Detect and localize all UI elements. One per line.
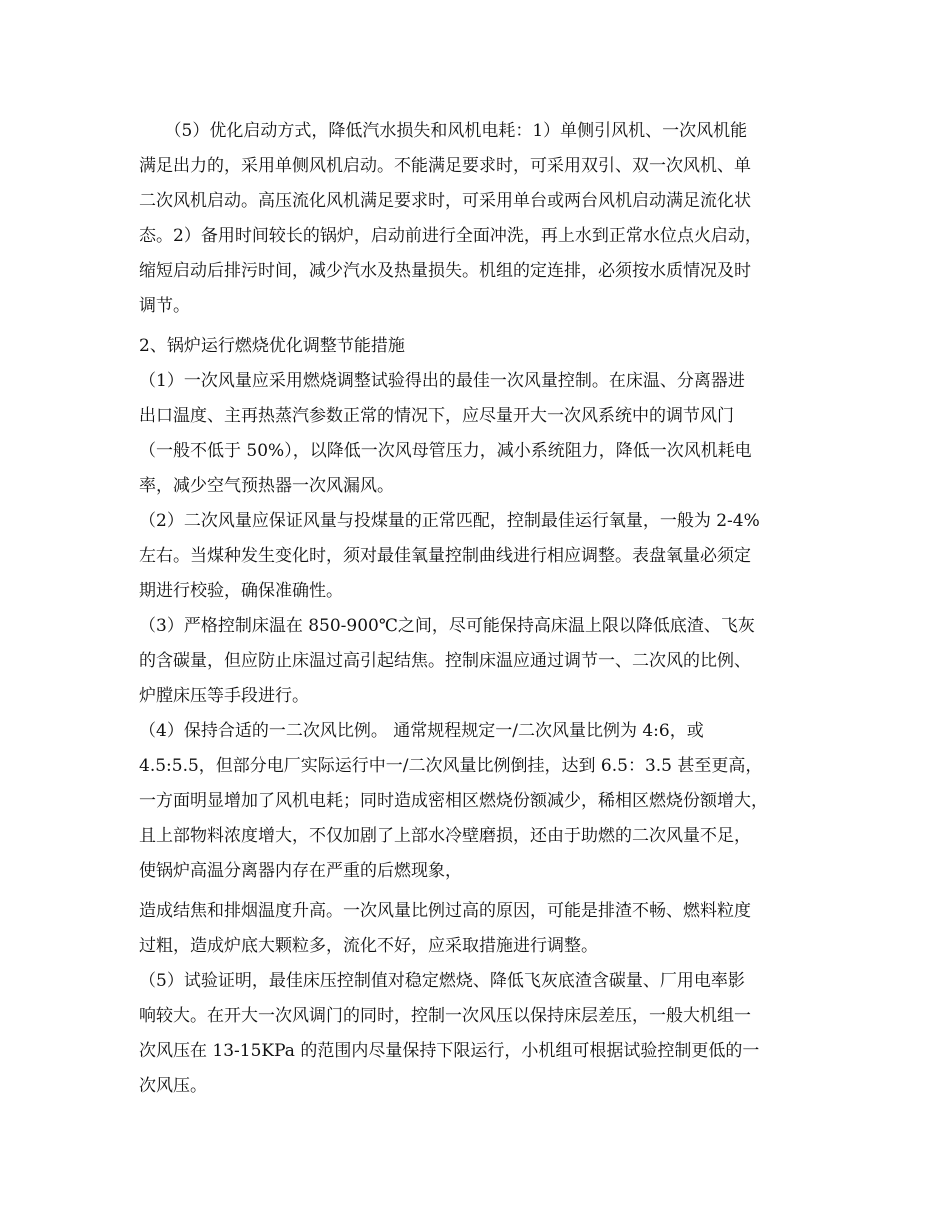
text-line: 出口温度、主再热蒸汽参数正常的情况下，应尽量开大一次风系统中的调节风门 — [139, 406, 734, 426]
text-line: 使锅炉高温分离器内存在严重的后燃现象， — [139, 861, 462, 881]
text-line: （4）保持合适的一二次风比例。 通常规程规定一/二次风量比例为 4:6，或 — [139, 721, 704, 741]
text-line: （3）严格控制床温在 850-900℃之间，尽可能保持高床温上限以降低底渣、飞灰 — [139, 616, 755, 636]
text-line: 满足出力的，采用单侧风机启动。不能满足要求时，可采用双引、双一次风机、单 — [139, 156, 751, 176]
text-line: 造成结焦和排烟温度升高。一次风量比例过高的原因，可能是排渣不畅、燃料粒度 — [139, 901, 751, 921]
text-line: （5）优化启动方式，降低汽水损失和风机电耗：1）单侧引风机、一次风机能 — [139, 121, 748, 141]
text-line: 过粗，造成炉底大颗粒多，流化不好，应采取措施进行调整。 — [139, 936, 598, 956]
text-line: 调节。 — [139, 296, 190, 316]
text-line: 炉膛床压等手段进行。 — [139, 686, 309, 706]
text-line: 一方面明显增加了风机电耗；同时造成密相区燃烧份额减少，稀相区燃烧份额增大， — [139, 791, 768, 811]
section-heading: 2、锅炉运行燃烧优化调整节能措施 — [139, 336, 405, 356]
text-line: 二次风机启动。高压流化风机满足要求时，可采用单台或两台风机启动满足流化状 — [139, 191, 751, 211]
text-line: （5）试验证明，最佳床压控制值对稳定燃烧、降低飞灰底渣含碳量、厂用电率影 — [139, 971, 745, 991]
text-line: 4.5:5.5，但部分电厂实际运行中一/二次风量比例倒挂，达到 6.5：3.5 甚至更高， — [139, 756, 763, 776]
text-line: 左右。当煤种发生变化时，须对最佳氧量控制曲线进行相应调整。表盘氧量必须定 — [139, 546, 751, 566]
text-line: 态。2）备用时间较长的锅炉，启动前进行全面冲洗，再上水到正常水位点火启动， — [139, 226, 762, 246]
text-line: （1）一次风量应采用燃烧调整试验得出的最佳一次风量控制。在床温、分离器进 — [139, 371, 745, 391]
text-line: 响较大。在开大一次风调门的同时，控制一次风压以保持床层差压，一般大机组一 — [139, 1006, 751, 1026]
text-line: （一般不低于 50%），以降低一次风母管压力，减小系统阻力，降低一次风机耗电 — [139, 441, 752, 461]
text-line: 率，减少空气预热器一次风漏风。 — [139, 476, 394, 496]
text-line: 且上部物料浓度增大，不仅加剧了上部水冷壁磨损，还由于助燃的二次风量不足， — [139, 826, 751, 846]
text-line: 的含碳量，但应防止床温过高引起结焦。控制床温应通过调节一、二次风的比例、 — [139, 651, 751, 671]
text-line: 次风压在 13-15KPa 的范围内尽量保持下限运行，小机组可根据试验控制更低的一 — [139, 1041, 760, 1061]
text-line: 次风压。 — [139, 1076, 207, 1096]
text-line: 缩短启动后排污时间，减少汽水及热量损失。机组的定连排，必须按水质情况及时 — [139, 261, 751, 281]
text-line: 期进行校验，确保准确性。 — [139, 581, 343, 601]
text-line: （2）二次风量应保证风量与投煤量的正常匹配，控制最佳运行氧量，一般为 2-4% — [139, 511, 760, 531]
